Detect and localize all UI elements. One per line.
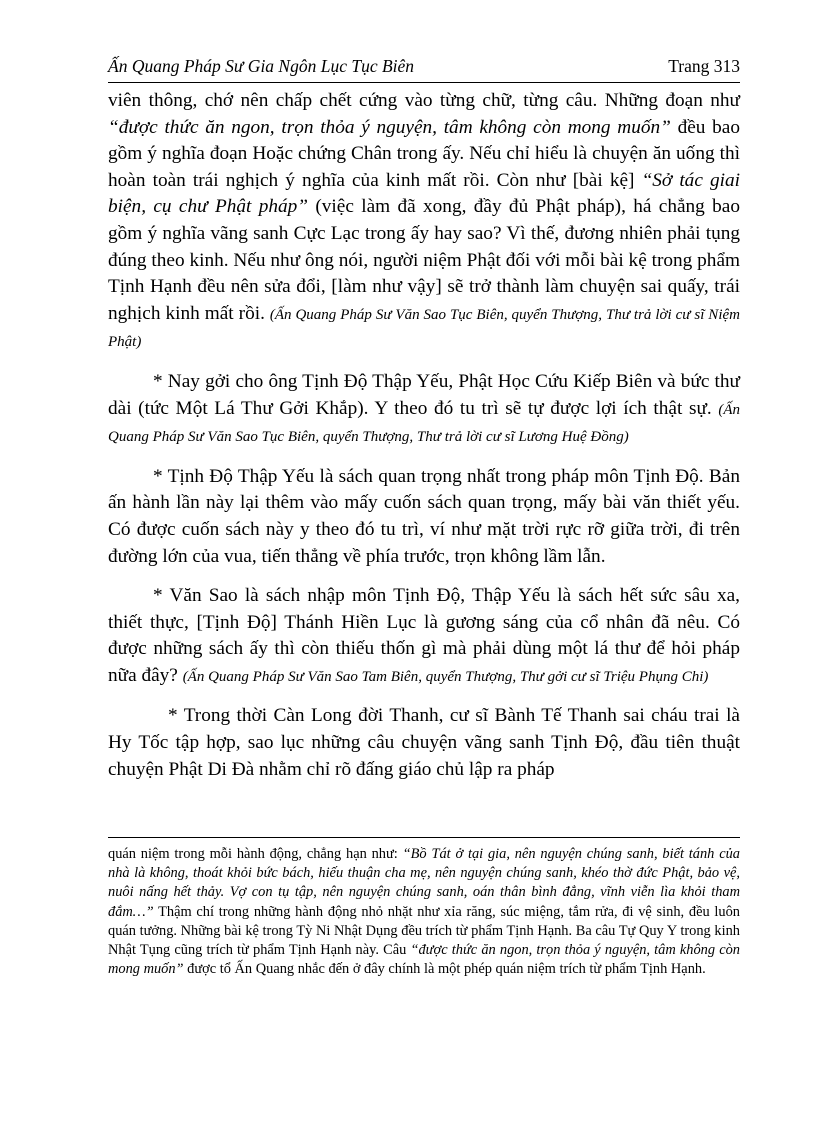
main-text	[108, 88, 740, 783]
footnote	[108, 845, 740, 979]
footnote-separator	[108, 837, 740, 838]
book-title: Ấn Quang Pháp Sư Gia Ngôn Lục Tục Biên	[108, 56, 415, 76]
paragraph-2-citation: (Ấn Quang Pháp Sư Văn Sao Tục Biên, quyển Thượng, Thư trả lời cư sĩ Lương Huệ Đồng)	[108, 401, 740, 446]
footnote-paragraph	[108, 845, 740, 979]
paragraph-3	[108, 464, 740, 570]
paragraph-5-text: * Trong thời Càn Long đời Thanh, cư sĩ Bành Tế Thanh sai cháu trai là Hy Tốc tập hợp, sao lục những câu chuyện vãng sanh Tịnh Độ, đầu tiên thuật chuyện Phật Di Đà nhằm chỉ rõ đấng giáo chủ lập ra pháp	[108, 705, 740, 780]
paragraph-1-text-a: viên thông, chớ nên chấp chết cứng vào từng chữ, từng câu. Những đoạn như	[108, 90, 740, 111]
paragraph-1-citation: (Ấn Quang Pháp Sư Văn Sao Tục Biên, quyển Thượng, Thư trả lời cư sĩ Niệm Phật)	[108, 306, 740, 351]
paragraph-1-text-c: (việc làm đã xong, đầy đủ Phật pháp), há chẳng bao gồm ý nghĩa vãng sanh Cực Lạc trong ấy hay sao? Vì thế, đương nhiên phải tụng đúng theo kinh. Nếu như ông nói, người niệm Phật đối với mỗi bài kệ trong phẩm Tịnh Hạnh đều nên sửa đổi, [làm như vậy] sẽ trở thành làm chuyện sai quấy, trái nghịch kinh mất rồi.	[108, 196, 741, 324]
paragraph-4-text: * Văn Sao là sách nhập môn Tịnh Độ, Thập Yếu là sách hết sức sâu xa, thiết thực, [Tịnh Độ] Thánh Hiền Lục là gương sáng của cổ nhân đã nêu. Có được những sách ấy thì còn thiếu thốn gì mà phải dùng một lá thư để hỏi pháp nữa đây?	[108, 585, 740, 686]
paragraph-1-text-b: đều bao gồm ý nghĩa đoạn Hoặc chứng Chân trong ấy. Nếu chỉ hiểu là chuyện ăn uống thì hoàn toàn trái nghịch ý nghĩa của kinh mất rồi. Còn như [bài kệ]	[108, 116, 740, 191]
paragraph-4-citation: (Ấn Quang Pháp Sư Văn Sao Tam Biên, quyển Thượng, Thư gởi cư sĩ Triệu Phụng Chi)	[182, 668, 709, 685]
footnote-quote-b: “được thức ăn ngon, trọn thỏa ý nguyện, tâm không còn mong muốn”	[108, 942, 741, 978]
paragraph-1-quote-a: “được thức ăn ngon, trọn thỏa ý nguyện, tâm không còn mong muốn”	[108, 116, 671, 138]
footnote-quote-a: “Bồ Tát ở tại gia, nên nguyện chúng sanh, biết tánh của nhà là không, thoát khỏi bức bách, hiếu thuận cha mẹ, nên nguyện chúng sanh, khéo thờ đức Phật, bảo vệ, nuôi nấng hết thảy. Vợ con tụ tập, nên nguyện chúng sanh, oán thân bình đẳng, vĩnh viễn lìa khỏi tham đắm…”	[108, 846, 740, 920]
paragraph-2-text: * Nay gởi cho ông Tịnh Độ Thập Yếu, Phật Học Cứu Kiếp Biên và bức thư dài (tức Một Lá Thư Gởi Khắp). Y theo đó tu trì sẽ tự được lợi ích thật sự.	[108, 370, 740, 419]
paragraph-2	[108, 369, 740, 451]
page-header	[108, 56, 740, 83]
footnote-text-a: quán niệm trong mỗi hành động, chẳng hạn như:	[108, 846, 403, 862]
footnote-text-b: Thậm chí trong những hành động nhỏ nhặt như xỉa răng, súc miệng, tắm rửa, đi vệ sinh, đều luôn quán tưởng. Những bài kệ trong Tỳ Ni Nhật Dụng đều trích từ phẩm Tịnh Hạnh. Ba câu Tự Quy Y trong kinh Nhật Tụng cũng trích từ phẩm Tịnh Hạnh này. Câu	[108, 903, 740, 959]
paragraph-5	[108, 703, 740, 783]
page-number: Trang 313	[668, 56, 740, 76]
paragraph-4	[108, 583, 740, 690]
paragraph-3-text: * Tịnh Độ Thập Yếu là sách quan trọng nhất trong pháp môn Tịnh Độ. Bản ấn hành lần này lại thêm vào mấy cuốn sách quan trọng, mấy bài văn thiết yếu. Có được cuốn sách này y theo đó tu trì, ví như mặt trời rực rỡ giữa trời, đi trên đường lớn của vua, tiến thẳng về phía trước, trọn không lầm lẫn.	[108, 465, 740, 567]
paragraph-1-quote-b: “Sở tác giai biện, cụ chư Phật pháp”	[108, 169, 740, 218]
paragraph-1	[108, 88, 740, 356]
footnote-text-c: được tổ Ấn Quang nhắc đến ở đây chính là một phép quán niệm trích từ phẩm Tịnh Hạnh.	[183, 961, 706, 978]
